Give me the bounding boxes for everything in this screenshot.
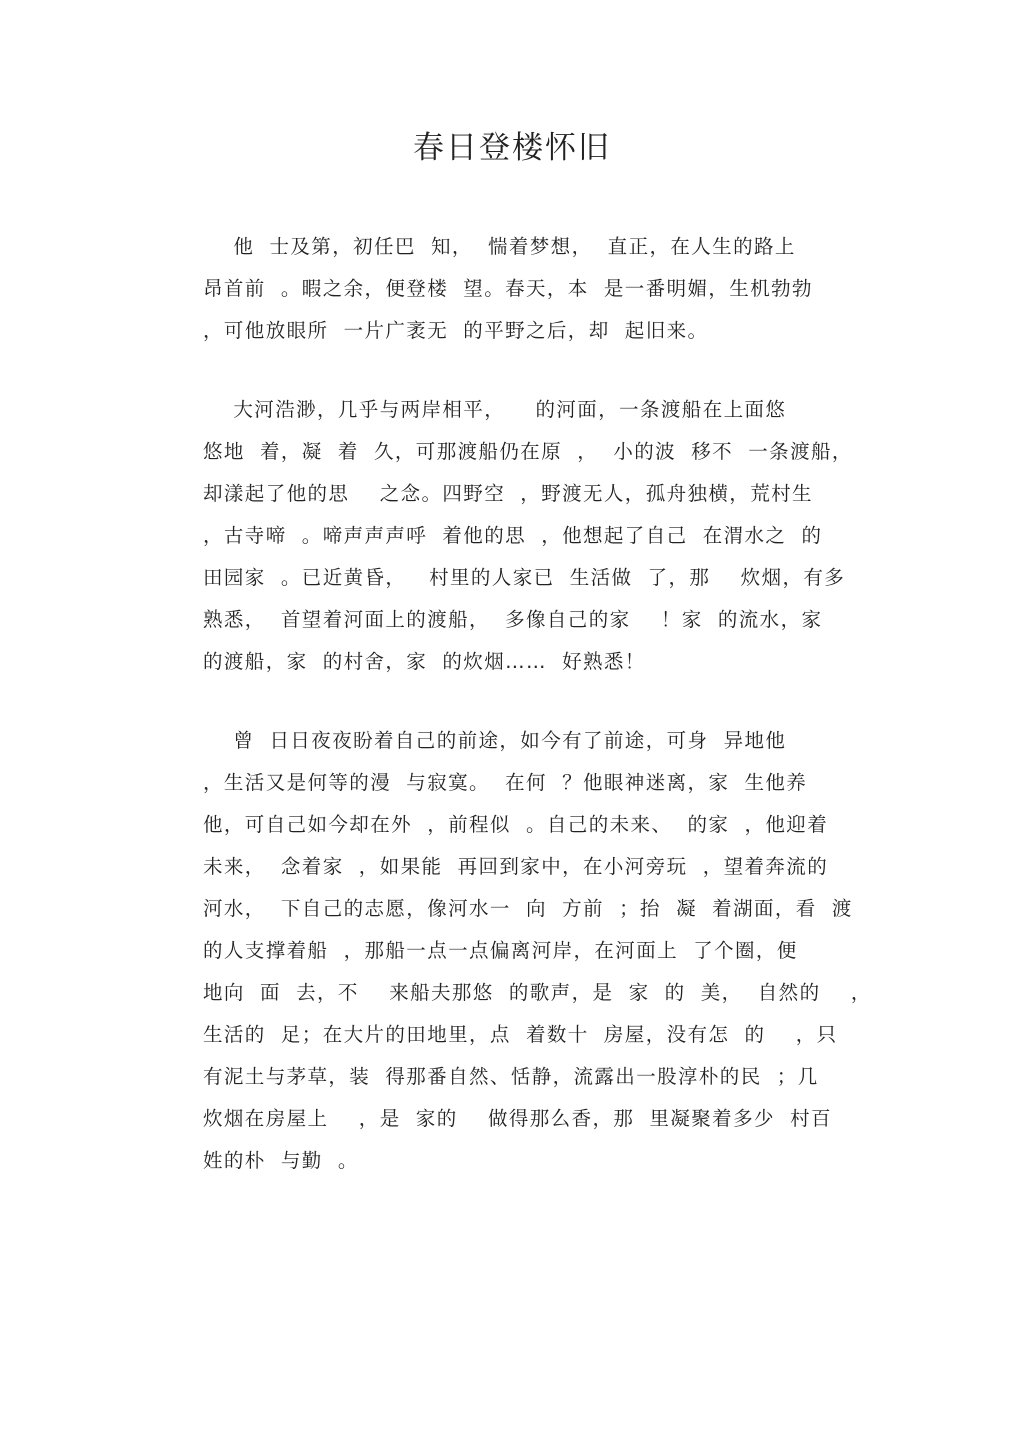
document-title: 春日登楼怀旧: [413, 130, 611, 166]
paragraph-line: 有泥土与茅草，装 得那番自然、恬静，流露出一股淳朴的民 ；几: [203, 1065, 819, 1088]
paragraph-line: 未来， 念着家 ，如果能 再回到家中，在小河旁玩 ，望着奔流的: [203, 855, 829, 878]
paragraph-line: ，可他放眼所 一片广袤无 的平野之后，却 起旧来。: [203, 319, 709, 342]
paragraph-line: 生活的 足；在大片的田地里，点 着数十 房屋，没有怎 的 ，只: [203, 1023, 838, 1046]
paragraph-line: 却漾起了他的思 之念。四野空 ，野渡无人，孤舟独横，荒村生: [203, 482, 813, 505]
paragraph-line: 地向 面 去，不 来船夫那悠 的歌声，是 家 的 美， 自然的 ，: [203, 981, 872, 1004]
paragraph-3: [203, 720, 872, 1182]
paragraph-line: 的人支撑着船 ，那船一点一点偏离河岸，在河面上 了个圈，便: [203, 939, 798, 962]
paragraph-line: ，古寺啼 。啼声声声呼 着他的思 ，他想起了自己 在渭水之 的: [203, 524, 823, 547]
paragraph-line: 悠地 着，凝 着 久，可那渡船仍在原 ， 小的波 移不 一条渡船，: [203, 440, 853, 463]
paragraph-line: 曾 日日夜夜盼着自己的前途，如今有了前途，可身 异地他: [203, 729, 787, 752]
paragraph-line: 他 士及第，初任巴 知， 惴着梦想， 直正，在人生的路上: [203, 235, 796, 258]
paragraph-line: 田园家 。已近黄昏， 村里的人家已 生活做 了，那 炊烟，有多: [203, 566, 846, 589]
paragraph-line: 他，可自己如今却在外 ，前程似 。自己的未来、 的家 ，他迎着: [203, 813, 829, 836]
paragraph-1: [203, 226, 823, 352]
paragraph-line: ，生活又是何等的漫 与寂寞。 在何 ？他眼神迷离，家 生他养: [203, 771, 808, 794]
paragraph-line: 的渡船，家 的村舍，家 的炊烟…… 好熟悉！: [203, 650, 646, 673]
paragraph-line: 炊烟在房屋上 ，是 家的 做得那么香，那 里凝聚着多少 村百: [203, 1107, 832, 1130]
paragraph-line: 熟悉， 首望着河面上的渡船， 多像自己的家 ！家 的流水，家: [203, 608, 823, 631]
paragraph-line: 大河浩渺，几乎与两岸相平， 的河面，一条渡船在上面悠: [203, 398, 787, 421]
paragraph-line: 河水， 下自己的志愿，像河水一 向 方前 ；抬 凝 着湖面，看 渡: [203, 897, 853, 920]
paragraph-2: [203, 389, 853, 683]
paragraph-line: 姓的朴 与勤 。: [203, 1149, 359, 1172]
paragraph-line: 昂首前 。暇之余，便登楼 望。春天，本 是一番明媚，生机勃勃: [203, 277, 813, 300]
